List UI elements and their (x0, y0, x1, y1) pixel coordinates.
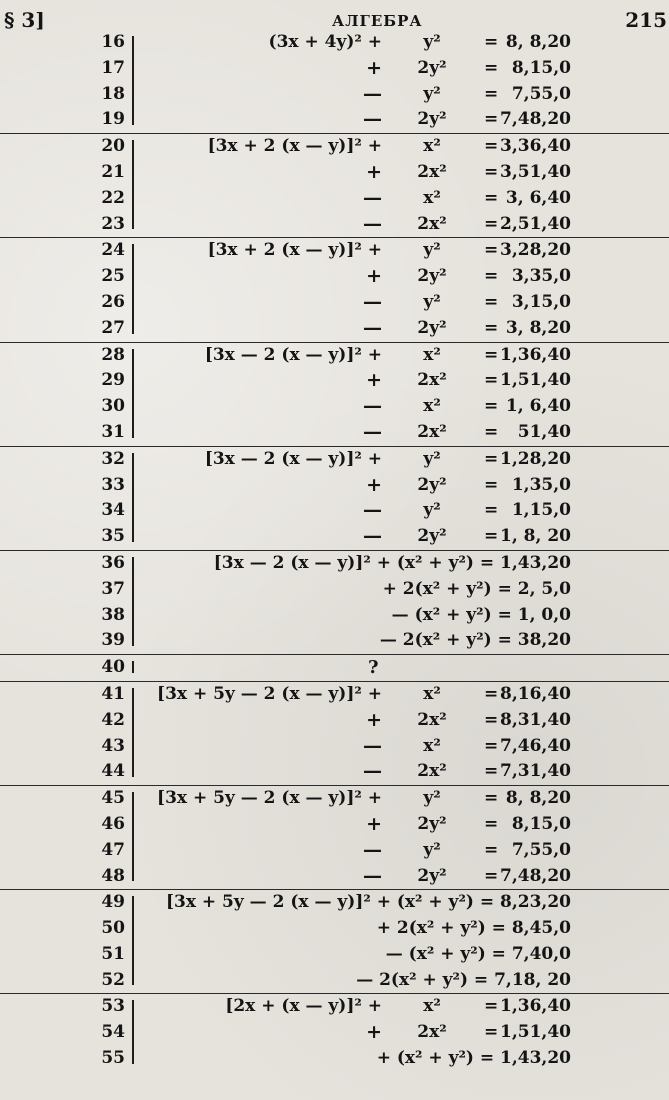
sign-symbol: — (363, 525, 382, 548)
equals-sign: = (484, 709, 499, 730)
term: y² (423, 83, 441, 104)
problem-group (0, 30, 669, 134)
sign-symbol: — (363, 395, 382, 418)
equals-sign: = (484, 761, 499, 782)
problem-row (0, 82, 669, 108)
sign-symbol: — (363, 499, 382, 522)
problem-row (0, 473, 669, 499)
equals-sign: = (484, 136, 499, 157)
equation-text: + (x² + y²) = 1,43,20 (376, 1048, 571, 1069)
term: 2y² (417, 813, 447, 834)
sign-symbol: — (363, 186, 382, 209)
result-value: 3,51,40 (500, 161, 571, 182)
problem-row (0, 186, 669, 212)
equals-sign: = (484, 839, 499, 860)
equals-sign: = (484, 996, 499, 1017)
sign-symbol: + (366, 160, 382, 183)
problem-number: 23 (101, 213, 125, 234)
term: 2x² (417, 213, 447, 234)
term: 2y² (417, 526, 447, 547)
sign-symbol: — (363, 420, 382, 443)
sign-symbol: + (366, 1021, 382, 1044)
equals-sign: = (484, 83, 499, 104)
result-value: 1,51,40 (500, 370, 571, 391)
problem-row (0, 30, 669, 56)
problem-row (0, 1020, 669, 1046)
term: 2x² (417, 761, 447, 782)
problem-number: 17 (101, 57, 125, 78)
problem-group (0, 994, 669, 1071)
problem-number: 50 (101, 918, 125, 939)
problem-row (0, 498, 669, 524)
problem-number: 54 (101, 1022, 125, 1043)
term: 2x² (417, 370, 447, 391)
expression: [3x + 5y — 2 (x — y)]² + (157, 788, 382, 809)
equation-text: — (x² + y²) = 1, 0,0 (391, 604, 571, 625)
page-number: 215 (625, 8, 667, 32)
problem-row (0, 786, 669, 812)
term: x² (423, 187, 441, 208)
result-value: 3,28,20 (500, 240, 571, 261)
problem-group (0, 682, 669, 786)
problem-row (0, 708, 669, 734)
problem-number: 35 (101, 526, 125, 547)
problem-row (0, 603, 669, 629)
problem-number: 22 (101, 187, 125, 208)
term: y² (423, 448, 441, 469)
term: 2y² (417, 266, 447, 287)
equals-sign: = (484, 448, 499, 469)
problem-row (0, 212, 669, 238)
equals-sign: = (484, 213, 499, 234)
problem-number: 41 (101, 683, 125, 704)
result-value: 51,40 (517, 421, 571, 442)
problem-row (0, 994, 669, 1020)
equals-sign: = (484, 735, 499, 756)
problem-row (0, 447, 669, 473)
problem-number: 16 (101, 32, 125, 52)
sign-symbol: + (366, 369, 382, 392)
equals-sign: = (484, 813, 499, 834)
problem-row (0, 551, 669, 577)
result-value: 3, 6,40 (505, 187, 571, 208)
problem-number: 28 (101, 344, 125, 365)
expression: (3x + 4y)² + (268, 32, 382, 52)
result-value: 1,35,0 (511, 474, 571, 495)
sign-symbol: — (363, 108, 382, 131)
term: y² (423, 291, 441, 312)
term: 2x² (417, 709, 447, 730)
expression: [2x + (x — y)]² + (225, 996, 382, 1017)
sign-symbol: — (363, 760, 382, 783)
equals-sign: = (484, 240, 499, 261)
term: x² (423, 735, 441, 756)
problem-row (0, 343, 669, 369)
problem-group (0, 343, 669, 447)
problem-row (0, 759, 669, 785)
expression: [3x + 5y — 2 (x — y)]² + (157, 683, 382, 704)
term: 2y² (417, 474, 447, 495)
problem-row (0, 290, 669, 316)
result-value: 1,36,40 (500, 996, 571, 1017)
problem-row (0, 238, 669, 264)
result-value: 3,36,40 (500, 136, 571, 157)
expression: [3x + 2 (x — y)]² + (207, 240, 382, 261)
term: y² (423, 240, 441, 261)
term: y² (423, 839, 441, 860)
problem-number: 19 (101, 109, 125, 130)
problem-row (0, 264, 669, 290)
problem-row (0, 420, 669, 446)
equation-text: + 2(x² + y²) = 8,45,0 (376, 918, 571, 939)
problem-number: 47 (101, 839, 125, 860)
problem-row (0, 107, 669, 133)
problem-number: 37 (101, 578, 125, 599)
equals-sign: = (484, 109, 499, 130)
problem-table (0, 30, 669, 1072)
problem-number: 52 (101, 969, 125, 990)
problem-number: 20 (101, 136, 125, 157)
problem-group (0, 134, 669, 238)
problem-number: 38 (101, 604, 125, 625)
problem-number: 48 (101, 865, 125, 886)
result-value: 1, 8, 20 (500, 526, 571, 547)
problem-number: 55 (101, 1048, 125, 1069)
problem-number: 46 (101, 813, 125, 834)
problem-number: 45 (101, 788, 125, 809)
equals-sign: = (484, 32, 499, 52)
sign-symbol: — (363, 212, 382, 235)
problem-row (0, 890, 669, 916)
problem-row (0, 160, 669, 186)
term: x² (423, 996, 441, 1017)
equals-sign: = (484, 161, 499, 182)
equals-sign: = (484, 500, 499, 521)
sign-symbol: + (366, 812, 382, 835)
term: y² (423, 32, 441, 52)
problem-number: 53 (101, 996, 125, 1017)
result-value: 8, 8,20 (505, 788, 571, 809)
problem-row (0, 1046, 669, 1072)
result-value: 7,55,0 (511, 839, 571, 860)
problem-group (0, 551, 669, 655)
result-value: 1,28,20 (500, 448, 571, 469)
section-marker: § 3] (4, 8, 45, 32)
problem-number: 40 (101, 657, 125, 678)
term: 2y² (417, 57, 447, 78)
equals-sign: = (484, 370, 499, 391)
equals-sign: = (484, 421, 499, 442)
equation-text: + 2(x² + y²) = 2, 5,0 (382, 578, 571, 599)
equation-text: [3x + 5y — 2 (x — y)]² + (x² + y²) = 8,23,20 (165, 892, 571, 913)
sign-symbol: — (363, 864, 382, 887)
problem-row (0, 838, 669, 864)
term: x² (423, 344, 441, 365)
equals-sign: = (484, 683, 499, 704)
result-value: 7,48,20 (500, 109, 571, 130)
equals-sign: = (484, 788, 499, 809)
problem-number: 30 (101, 396, 125, 417)
equals-sign: = (484, 865, 499, 886)
equals-sign: = (484, 291, 499, 312)
result-value: 2,51,40 (500, 213, 571, 234)
problem-number: 36 (101, 552, 125, 573)
sign-symbol: — (363, 290, 382, 313)
question-mark: ? (368, 657, 379, 679)
sign-symbol: + (366, 473, 382, 496)
result-value: 1, 6,40 (505, 396, 571, 417)
equals-sign: = (484, 474, 499, 495)
problem-group (0, 655, 669, 682)
problem-number: 25 (101, 266, 125, 287)
problem-row (0, 968, 669, 994)
expression: [3x — 2 (x — y)]² + (204, 344, 382, 365)
term: 2x² (417, 161, 447, 182)
problem-row (0, 655, 669, 681)
result-value: 7,31,40 (500, 761, 571, 782)
term: 2x² (417, 1022, 447, 1043)
problem-row (0, 942, 669, 968)
term: 2x² (417, 421, 447, 442)
problem-row (0, 577, 669, 603)
sign-symbol: — (363, 316, 382, 339)
result-value: 8,31,40 (500, 709, 571, 730)
problem-number: 29 (101, 370, 125, 391)
problem-number: 42 (101, 709, 125, 730)
equation-text: — (x² + y²) = 7,40,0 (385, 943, 571, 964)
running-title: АЛГЕБРА (332, 12, 423, 30)
equals-sign: = (484, 57, 499, 78)
equals-sign: = (484, 266, 499, 287)
problem-number: 49 (101, 892, 125, 913)
result-value: 8,16,40 (500, 683, 571, 704)
term: x² (423, 683, 441, 704)
term: 2y² (417, 865, 447, 886)
equation-text: — 2(x² + y²) = 38,20 (379, 630, 571, 651)
term: x² (423, 396, 441, 417)
equals-sign: = (484, 344, 499, 365)
problem-group (0, 447, 669, 551)
equals-sign: = (484, 396, 499, 417)
problem-number: 44 (101, 761, 125, 782)
sign-symbol: — (363, 82, 382, 105)
problem-row (0, 368, 669, 394)
term: y² (423, 788, 441, 809)
sign-symbol: — (363, 734, 382, 757)
term: 2y² (417, 109, 447, 130)
equals-sign: = (484, 526, 499, 547)
expression: [3x — 2 (x — y)]² + (204, 448, 382, 469)
problem-row (0, 864, 669, 890)
problem-number: 51 (101, 943, 125, 964)
problem-number: 26 (101, 291, 125, 312)
problem-row (0, 916, 669, 942)
result-value: 7,48,20 (500, 865, 571, 886)
result-value: 8, 8,20 (505, 32, 571, 52)
problem-row (0, 56, 669, 82)
problem-row (0, 812, 669, 838)
problem-number: 39 (101, 630, 125, 651)
problem-group (0, 786, 669, 890)
sign-symbol: + (366, 56, 382, 79)
sign-symbol: + (366, 265, 382, 288)
sign-symbol: — (363, 838, 382, 861)
problem-number: 34 (101, 500, 125, 521)
equals-sign: = (484, 1022, 499, 1043)
problem-row (0, 628, 669, 654)
problem-number: 33 (101, 474, 125, 495)
problem-row (0, 134, 669, 160)
term: x² (423, 136, 441, 157)
term: 2y² (417, 317, 447, 338)
equals-sign: = (484, 187, 499, 208)
expression: [3x + 2 (x — y)]² + (207, 136, 382, 157)
problem-group (0, 890, 669, 994)
result-value: 7,55,0 (511, 83, 571, 104)
problem-number: 18 (101, 83, 125, 104)
problem-row (0, 394, 669, 420)
result-value: 3,35,0 (511, 266, 571, 287)
result-value: 1,15,0 (511, 500, 571, 521)
result-value: 8,15,0 (511, 813, 571, 834)
result-value: 7,46,40 (500, 735, 571, 756)
problem-number: 24 (101, 240, 125, 261)
equation-text: — 2(x² + y²) = 7,18, 20 (356, 969, 571, 990)
sign-symbol: + (366, 708, 382, 731)
problem-number: 31 (101, 421, 125, 442)
problem-row (0, 682, 669, 708)
result-value: 8,15,0 (511, 57, 571, 78)
result-value: 3, 8,20 (505, 317, 571, 338)
term: y² (423, 500, 441, 521)
problem-number: 43 (101, 735, 125, 756)
equation-text: [3x — 2 (x — y)]² + (x² + y²) = 1,43,20 (213, 552, 571, 573)
result-value: 1,36,40 (500, 344, 571, 365)
result-value: 3,15,0 (511, 291, 571, 312)
problem-number: 21 (101, 161, 125, 182)
problem-number: 27 (101, 317, 125, 338)
problem-row (0, 734, 669, 760)
equals-sign: = (484, 317, 499, 338)
result-value: 1,51,40 (500, 1022, 571, 1043)
problem-number: 32 (101, 448, 125, 469)
problem-row (0, 316, 669, 342)
problem-row (0, 524, 669, 550)
problem-group (0, 238, 669, 342)
